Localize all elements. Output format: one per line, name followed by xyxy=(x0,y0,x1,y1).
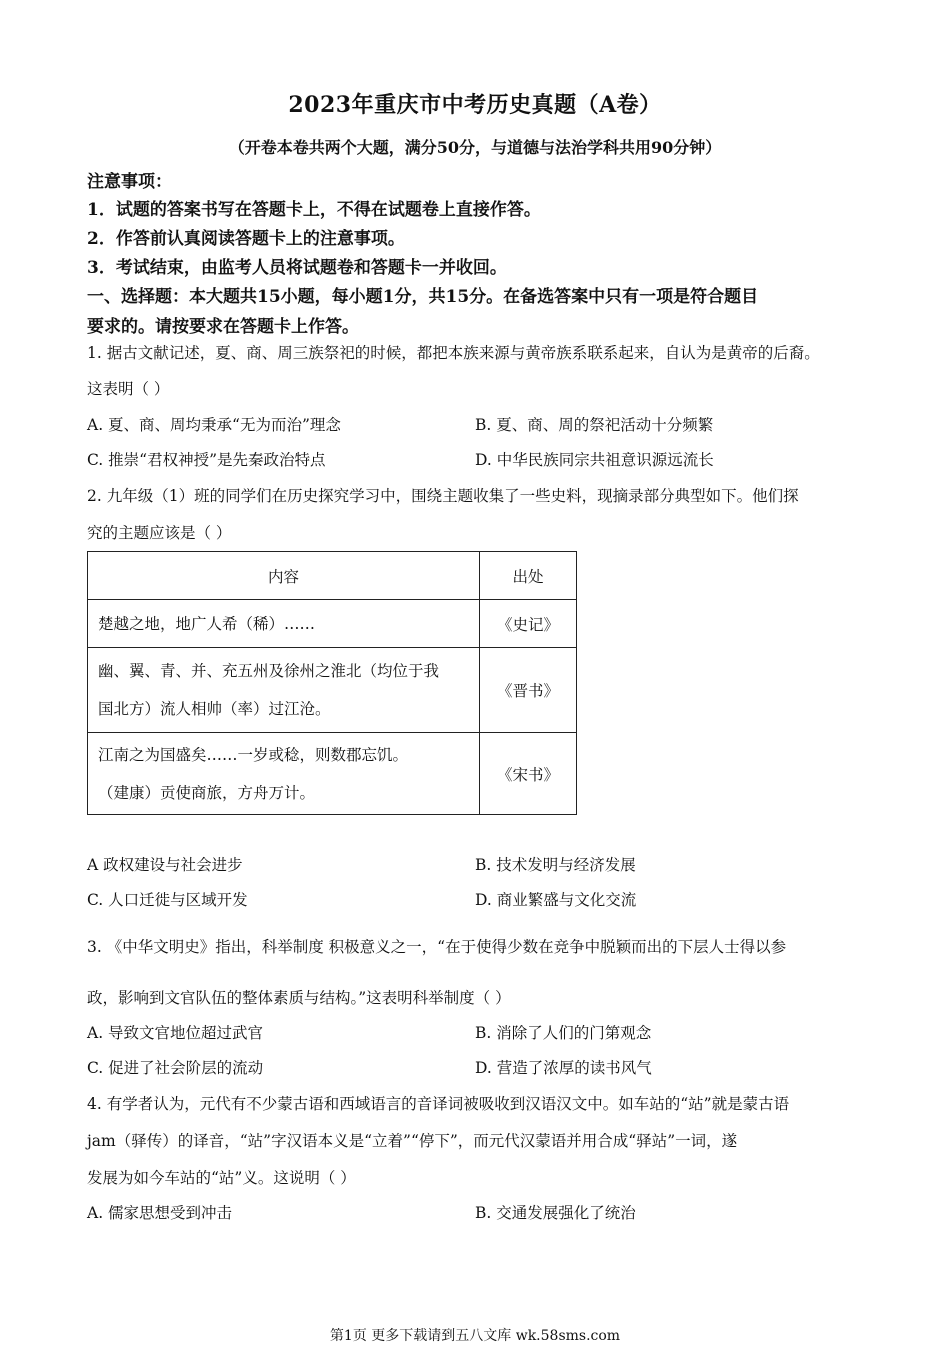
page-footer: 第1页 更多下载请到五八文库 wk.58sms.com xyxy=(329,1328,621,1344)
q2-option-c: C. 人口迁徙与区域开发 xyxy=(87,891,248,909)
q2-option-a: A 政权建设与社会进步 xyxy=(87,856,243,874)
table-row xyxy=(88,648,577,733)
page-title: 2023年重庆市中考历史真题（A卷） xyxy=(288,92,662,118)
q2-stem-line2: 究的主题应该是（ ） xyxy=(87,524,232,542)
page-subtitle: （开卷本卷共两个大题，满分50分，与道德与法治学科共用90分钟） xyxy=(228,138,722,157)
table-cell-source: 《晋书》 xyxy=(480,648,577,733)
notice-item-1: 1．试题的答案书写在答题卡上，不得在试题卷上直接作答。 xyxy=(87,200,541,220)
table-header-source: 出处 xyxy=(480,552,577,600)
table-cell-text: 江南之为国盛矣……一岁或稔，则数郡忘饥。 xyxy=(98,745,409,764)
table-row xyxy=(88,600,577,648)
section-heading-line2: 要求的。请按要求在答题卡上作答。 xyxy=(87,317,359,337)
table-cell-content xyxy=(88,733,480,815)
q2-option-d: D. 商业繁盛与文化交流 xyxy=(475,891,637,909)
q4-option-a: A. 儒家思想受到冲击 xyxy=(87,1204,233,1222)
table-cell-text: 楚越之地，地广人希（稀）…… xyxy=(98,614,316,633)
q3-stem-line2: 政，影响到文官队伍的整体素质与结构。”这表明科举制度（ ） xyxy=(87,989,511,1007)
notice-item-3: 3．考试结束，由监考人员将试题卷和答题卡一并收回。 xyxy=(87,258,507,278)
q1-stem-line1: 1. 据古文献记述，夏、商、周三族祭祀的时候，都把本族来源与黄帝族系联系起来，自认为是黄帝的后裔。 xyxy=(87,344,820,362)
notice-item-2: 2．作答前认真阅读答题卡上的注意事项。 xyxy=(87,229,405,249)
q1-option-c: C. 推崇“君权神授”是先秦政治特点 xyxy=(87,451,326,469)
q3-option-b: B. 消除了人们的门第观念 xyxy=(475,1024,652,1042)
table-cell-text: （建康）贡使商旅，方舟万计。 xyxy=(98,783,316,802)
q3-option-c: C. 促进了社会阶层的流动 xyxy=(87,1059,264,1077)
q3-stem-line1: 3. 《中华文明史》指出，科举制度 积极意义之一，“在于使得少数在竞争中脱颖而出的下层人士得以参 xyxy=(87,938,787,956)
q4-option-b: B. 交通发展强化了统治 xyxy=(475,1204,636,1222)
section-heading-line1: 一、选择题：本大题共15小题，每小题1分，共15分。在备选答案中只有一项是符合题目 xyxy=(87,287,759,307)
q1-option-d: D. 中华民族同宗共祖意识源远流长 xyxy=(475,451,714,469)
q3-option-a: A. 导致文官地位超过武官 xyxy=(87,1024,264,1042)
q4-stem-line1: 4. 有学者认为，元代有不少蒙古语和西域语言的音译词被吸收到汉语汉文中。如车站的“站”就是蒙古语 xyxy=(87,1095,790,1113)
table-cell-content xyxy=(88,600,480,648)
notice-heading: 注意事项： xyxy=(87,172,172,192)
table-header-row xyxy=(88,552,577,600)
q4-stem-line3: 发展为如今车站的“站”义。这说明（ ） xyxy=(87,1169,356,1187)
source-table xyxy=(87,551,577,815)
table-row xyxy=(88,733,577,815)
table-cell-text: 幽、翼、青、并、充五州及徐州之淮北（均位于我 xyxy=(98,662,440,680)
q2-stem-line1: 2. 九年级（1）班的同学们在历史探究学习中，围绕主题收集了一些史料，现摘录部分典型如下。他们探 xyxy=(87,487,799,505)
table-cell-content xyxy=(88,648,480,733)
table-header-content: 内容 xyxy=(88,552,480,600)
table-cell-source: 《史记》 xyxy=(480,600,577,648)
q1-option-a: A. 夏、商、周均秉承“无为而治”理念 xyxy=(87,416,341,434)
q1-option-b: B. 夏、商、周的祭祀活动十分频繁 xyxy=(475,416,714,434)
table-cell-source: 《宋书》 xyxy=(480,733,577,815)
q2-option-b: B. 技术发明与经济发展 xyxy=(475,856,636,874)
table-cell-text: 国北方）流人相帅（率）过江沧。 xyxy=(98,700,331,718)
q3-option-d: D. 营造了浓厚的读书风气 xyxy=(475,1059,652,1077)
q4-stem-line2: jam（驿传）的译音，“站”字汉语本义是“立着”“停下”，而元代汉蒙语并用合成“驿站”一词，遂 xyxy=(87,1132,738,1150)
q1-stem-line2: 这表明（ ） xyxy=(87,380,170,398)
